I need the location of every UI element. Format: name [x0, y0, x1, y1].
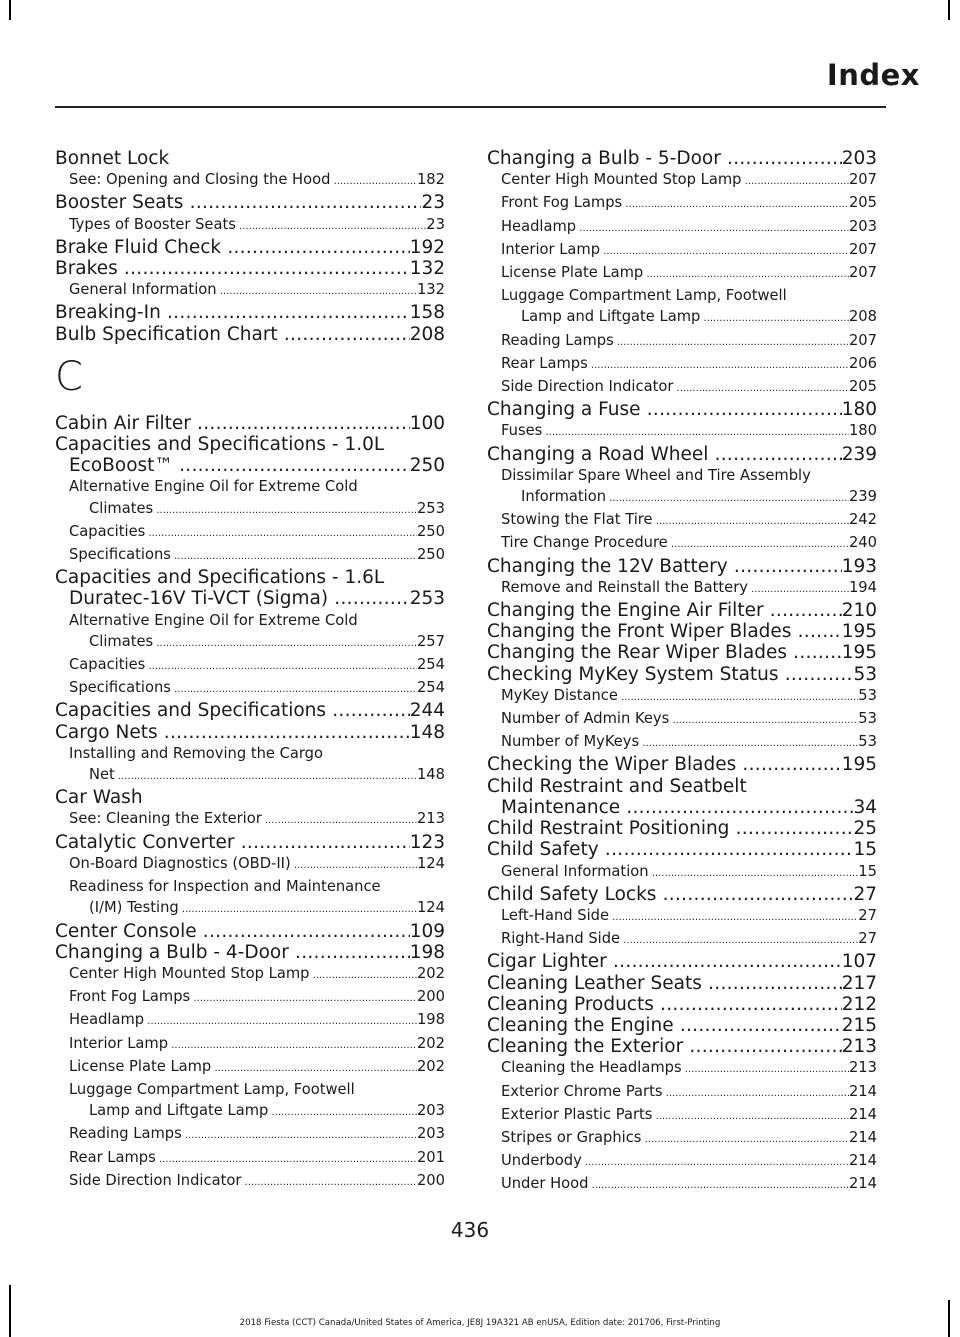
index-subentry: [487, 731, 877, 754]
index-subentry: [487, 330, 877, 353]
index-subentry: [55, 1056, 445, 1079]
index-subentry: [487, 708, 877, 731]
index-subentry-continued: [55, 897, 445, 920]
entry-text: Under Hood .....: [501, 1173, 849, 1196]
entry-text: Stripes or Graphics .....: [501, 1127, 849, 1150]
entry-text: Checking MyKey System Status .....: [487, 664, 853, 685]
entry-text: Lamp and Liftgate Lamp .....: [521, 306, 849, 329]
entry-text: Duratec-16V Ti-VCT (Sigma) .....: [69, 588, 410, 609]
entry-text: Child Safety .....: [487, 839, 853, 860]
entry-text: Installing and Removing the Cargo: [69, 744, 323, 762]
index-subentry: [55, 279, 445, 302]
index-subentry: [487, 465, 877, 486]
page-ref: 207: [848, 240, 877, 258]
page-ref: 201: [416, 1148, 445, 1166]
entry-text: Capacities and Specifications .....: [55, 700, 410, 721]
index-subentry-continued: [55, 764, 445, 787]
page-ref: 198: [416, 1011, 445, 1029]
page-ref: 205: [848, 194, 877, 212]
page-ref: 53: [858, 733, 877, 751]
page-ref: 53: [858, 710, 877, 728]
page-ref: 158: [409, 302, 445, 324]
page-ref: 132: [416, 281, 445, 299]
page-ref: 100: [409, 412, 445, 434]
entry-text: Breaking-In .....: [55, 302, 410, 323]
index-subentry: [487, 509, 877, 532]
index-subentry: [487, 376, 877, 399]
index-subentry: [487, 239, 877, 262]
entry-text: Specifications .....: [69, 677, 417, 700]
index-subentry: [55, 743, 445, 764]
footer-edition-info: 2018 Fiesta (CCT) Canada/United States of America, JE8J 19A321 AB enUSA, Edition date: 201706, First-Printing: [239, 1318, 721, 1328]
index-subentry-continued: [55, 631, 445, 654]
index-heading: [487, 1036, 877, 1057]
page-ref: 215: [841, 1014, 877, 1036]
index-subentry: [55, 1079, 445, 1100]
page-ref: 217: [841, 972, 877, 994]
index-heading: [487, 776, 877, 797]
index-subentry: [55, 853, 445, 876]
entry-text: Luggage Compartment Lamp, Footwell: [69, 1080, 355, 1098]
index-subentry: [487, 1150, 877, 1173]
entry-text: EcoBoost™ .....: [69, 455, 410, 476]
index-subentry: [55, 610, 445, 631]
index-heading: [55, 148, 445, 169]
entry-text: Right-Hand Side .....: [501, 928, 858, 951]
index-subentry: [487, 1057, 877, 1080]
page-ref: 192: [409, 236, 445, 258]
entry-text: Readiness for Inspection and Maintenance: [69, 878, 381, 896]
header-rule: [55, 106, 886, 108]
index-subentry: [487, 861, 877, 884]
index-heading: [55, 413, 445, 434]
page-ref: 53: [858, 686, 877, 704]
page-ref: 250: [409, 455, 445, 477]
index-subentry-continued: [487, 486, 877, 509]
entry-text: Changing a Bulb - 4-Door .....: [55, 942, 410, 963]
index-heading: [55, 302, 445, 323]
entry-text: Cleaning the Exterior .....: [487, 1036, 842, 1057]
entry-text: Headlamp .....: [501, 216, 849, 239]
index-subentry: [55, 963, 445, 986]
index-heading: [487, 994, 877, 1015]
entry-text: Number of Admin Keys .....: [501, 708, 858, 731]
entry-text: Booster Seats .....: [55, 192, 421, 213]
entry-text: Left-Hand Side .....: [501, 905, 858, 928]
entry-text: Net .....: [89, 764, 417, 787]
page-title: Index: [826, 58, 920, 92]
page-ref: 195: [841, 754, 877, 776]
entry-text: Lamp and Liftgate Lamp .....: [89, 1100, 417, 1123]
page-ref: 124: [416, 854, 445, 872]
entry-text: Catalytic Converter .....: [55, 832, 410, 853]
entry-text: Dissimilar Spare Wheel and Tire Assembly: [501, 466, 811, 484]
page-ref: 123: [409, 831, 445, 853]
entry-text: Exterior Chrome Parts .....: [501, 1081, 849, 1104]
index-subentry: [55, 986, 445, 1009]
entry-text: Changing a Road Wheel .....: [487, 444, 842, 465]
index-heading: [487, 642, 877, 663]
index-heading-continued: [55, 455, 445, 476]
page-ref: 203: [416, 1125, 445, 1143]
entry-text: Capacities and Specifications - 1.6L: [55, 567, 385, 589]
section-letter: C: [55, 353, 83, 400]
index-heading: [487, 839, 877, 860]
page-ref: 250: [416, 546, 445, 564]
page-ref: 194: [848, 578, 877, 596]
page-ref: 180: [848, 422, 877, 440]
index-heading: [487, 444, 877, 465]
index-subentry: [55, 654, 445, 677]
page-ref: 254: [416, 679, 445, 697]
entry-text: Side Direction Indicator .....: [69, 1170, 417, 1193]
index-subentry: [487, 216, 877, 239]
entry-text: Rear Lamps .....: [501, 353, 849, 376]
index-subentry: [487, 532, 877, 555]
entry-text: Interior Lamp .....: [69, 1033, 417, 1056]
index-subentry: [55, 677, 445, 700]
index-subentry-continued: [55, 1100, 445, 1123]
page-ref: 212: [841, 993, 877, 1015]
page-ref: 193: [841, 555, 877, 577]
index-subentry: [55, 1123, 445, 1146]
page-ref: 200: [416, 1171, 445, 1189]
page-ref: 202: [416, 1057, 445, 1075]
index-subentry: [487, 685, 877, 708]
index-subentry: [487, 905, 877, 928]
page-ref: 124: [416, 899, 445, 917]
page-ref: 203: [848, 217, 877, 235]
index-subentry: [55, 521, 445, 544]
index-subentry-continued: [487, 306, 877, 329]
index-subentry: [55, 1009, 445, 1032]
page-ref: 242: [848, 511, 877, 529]
entry-text: Number of MyKeys .....: [501, 731, 858, 754]
page-ref: 207: [848, 171, 877, 189]
page-ref: 239: [848, 488, 877, 506]
index-heading: [487, 951, 877, 972]
entry-text: Brake Fluid Check .....: [55, 237, 410, 258]
page-ref: 23: [421, 192, 445, 214]
index-heading-continued: [487, 797, 877, 818]
entry-text: Specifications .....: [69, 544, 417, 567]
index-column-left: [55, 148, 445, 1193]
entry-text: Alternative Engine Oil for Extreme Cold: [69, 611, 358, 629]
index-heading: [55, 921, 445, 942]
page-ref: 203: [416, 1102, 445, 1120]
index-subentry: [55, 808, 445, 831]
index-column-right: [487, 148, 877, 1197]
index-heading: [55, 832, 445, 853]
entry-text: Exterior Plastic Parts .....: [501, 1104, 849, 1127]
entry-text: Cleaning Leather Seats .....: [487, 973, 842, 994]
index-subentry: [487, 1081, 877, 1104]
page-ref: 182: [416, 171, 445, 189]
entry-text: License Plate Lamp .....: [69, 1056, 417, 1079]
index-heading-continued: [55, 588, 445, 609]
page-number: 436: [450, 1218, 490, 1242]
entry-text: Interior Lamp .....: [501, 239, 849, 262]
index-subentry: [55, 169, 445, 192]
entry-text: (I/M) Testing .....: [89, 897, 417, 920]
entry-text: Cleaning the Headlamps .....: [501, 1057, 849, 1080]
page-ref: 214: [848, 1082, 877, 1100]
page-ref: 203: [841, 148, 877, 169]
page-ref: 208: [848, 308, 877, 326]
entry-text: Side Direction Indicator .....: [501, 376, 849, 399]
page-ref: 214: [848, 1175, 877, 1193]
page-ref: 213: [848, 1059, 877, 1077]
index-heading: [55, 942, 445, 963]
entry-text: Cargo Nets .....: [55, 722, 410, 743]
entry-text: Information .....: [521, 486, 849, 509]
entry-text: Changing the Engine Air Filter .....: [487, 600, 842, 621]
page-ref: 210: [841, 600, 877, 622]
entry-text: Changing the 12V Battery .....: [487, 556, 842, 577]
index-heading: [55, 192, 445, 213]
page-ref: 213: [841, 1036, 877, 1058]
page-ref: 254: [416, 656, 445, 674]
page-ref: 253: [409, 588, 445, 610]
entry-text: Brakes .....: [55, 258, 410, 279]
entry-text: Changing the Front Wiper Blades .....: [487, 621, 842, 642]
page-ref: 257: [416, 632, 445, 650]
index-subentry: [55, 476, 445, 497]
page-ref: 198: [409, 941, 445, 963]
entry-text: Front Fog Lamps .....: [501, 192, 849, 215]
page-ref: 15: [858, 862, 877, 880]
page-ref: 23: [426, 215, 445, 233]
index-heading: [487, 621, 877, 642]
page-ref: 250: [416, 522, 445, 540]
index-heading: [487, 600, 877, 621]
entry-text: Cigar Lighter .....: [487, 951, 842, 972]
index-heading: [55, 324, 445, 345]
entry-text: See: Opening and Closing the Hood .....: [69, 169, 417, 192]
entry-text: Center Console .....: [55, 921, 410, 942]
entry-text: Reading Lamps .....: [501, 330, 849, 353]
entry-text: Stowing the Flat Tire .....: [501, 509, 849, 532]
entry-text: See: Cleaning the Exterior .....: [69, 808, 417, 831]
index-heading: [55, 237, 445, 258]
index-subentry: [55, 214, 445, 237]
entry-text: Rear Lamps .....: [69, 1147, 417, 1170]
entry-text: Cleaning Products .....: [487, 994, 842, 1015]
page-ref: 180: [841, 399, 877, 421]
entry-text: Child Restraint Positioning .....: [487, 818, 853, 839]
page-ref: 200: [416, 988, 445, 1006]
index-heading: [487, 754, 877, 775]
entry-text: Capacities and Specifications - 1.0L: [55, 434, 385, 456]
index-heading: [487, 664, 877, 685]
index-heading: [487, 884, 877, 905]
page-ref: 205: [848, 378, 877, 396]
index-subentry: [487, 928, 877, 951]
page-ref: 214: [848, 1152, 877, 1170]
entry-text: Climates .....: [89, 631, 417, 654]
entry-text: General Information .....: [501, 861, 858, 884]
entry-text: Changing a Fuse .....: [487, 399, 842, 420]
index-heading: [487, 818, 877, 839]
index-heading: [55, 434, 445, 455]
index-subentry: [487, 1104, 877, 1127]
page-ref: 202: [416, 964, 445, 982]
index-subentry: [487, 262, 877, 285]
index-heading: [487, 973, 877, 994]
entry-text: Alternative Engine Oil for Extreme Cold: [69, 478, 358, 496]
page-ref: 132: [409, 258, 445, 280]
entry-text: Tire Change Procedure .....: [501, 532, 849, 555]
entry-text: Remove and Reinstall the Battery .....: [501, 577, 849, 600]
entry-text: MyKey Distance .....: [501, 685, 858, 708]
page-ref: 27: [858, 906, 877, 924]
entry-text: Capacities .....: [69, 654, 417, 677]
index-heading: [487, 399, 877, 420]
entry-text: On-Board Diagnostics (OBD-II) .....: [69, 853, 417, 876]
entry-text: General Information .....: [69, 279, 417, 302]
index-subentry-continued: [55, 498, 445, 521]
page-ref: 25: [853, 818, 877, 840]
entry-text: Headlamp .....: [69, 1009, 417, 1032]
index-subentry: [55, 1170, 445, 1193]
page-ref: 239: [841, 443, 877, 465]
index-subentry: [487, 353, 877, 376]
page-ref: 15: [853, 839, 877, 861]
page-ref: 208: [409, 323, 445, 345]
crop-mark: [948, 0, 950, 20]
page-ref: 214: [848, 1105, 877, 1123]
page-ref: 27: [858, 930, 877, 948]
entry-text: Bulb Specification Chart .....: [55, 324, 410, 345]
entry-text: Center High Mounted Stop Lamp .....: [69, 963, 417, 986]
crop-mark: [9, 0, 11, 20]
index-subentry: [487, 285, 877, 306]
page-ref: 244: [409, 700, 445, 722]
entry-text: Luggage Compartment Lamp, Footwell: [501, 287, 787, 305]
entry-text: Bonnet Lock: [55, 148, 170, 169]
index-heading: [55, 700, 445, 721]
page-ref: 148: [416, 766, 445, 784]
entry-text: Capacities .....: [69, 521, 417, 544]
entry-text: License Plate Lamp .....: [501, 262, 849, 285]
page-ref: 213: [416, 810, 445, 828]
page-ref: 107: [841, 951, 877, 973]
index-subentry: [55, 876, 445, 897]
page-ref: 207: [848, 331, 877, 349]
index-heading: [55, 258, 445, 279]
entry-text: Child Safety Locks .....: [487, 884, 853, 905]
index-subentry: [487, 1173, 877, 1196]
index-subentry: [487, 169, 877, 192]
index-heading: [55, 567, 445, 588]
entry-text: Car Wash: [55, 787, 143, 809]
page-ref: 195: [841, 642, 877, 664]
entry-text: Types of Booster Seats .....: [69, 214, 426, 237]
index-heading: [55, 787, 445, 808]
entry-text: Changing the Rear Wiper Blades .....: [487, 642, 842, 663]
index-heading: [487, 556, 877, 577]
page-ref: 34: [853, 796, 877, 818]
entry-text: Cabin Air Filter .....: [55, 413, 410, 434]
entry-text: Fuses .....: [501, 420, 849, 443]
entry-text: Underbody .....: [501, 1150, 849, 1173]
entry-text: Reading Lamps .....: [69, 1123, 417, 1146]
entry-text: Changing a Bulb - 5-Door .....: [487, 148, 842, 169]
entry-text: Maintenance .....: [501, 797, 853, 818]
entry-text: Cleaning the Engine .....: [487, 1015, 842, 1036]
page-ref: 27: [853, 883, 877, 905]
index-heading: [487, 148, 877, 169]
index-subentry: [487, 577, 877, 600]
page-ref: 195: [841, 621, 877, 643]
page-ref: 207: [848, 264, 877, 282]
entry-text: Front Fog Lamps .....: [69, 986, 417, 1009]
page-ref: 240: [848, 534, 877, 552]
page-ref: 148: [409, 721, 445, 743]
entry-text: Center High Mounted Stop Lamp .....: [501, 169, 849, 192]
page-ref: 206: [848, 354, 877, 372]
entry-text: Child Restraint and Seatbelt: [487, 775, 747, 797]
index-heading: [55, 722, 445, 743]
page-ref: 109: [409, 920, 445, 942]
page-ref: 53: [853, 663, 877, 685]
page-ref: 253: [416, 499, 445, 517]
index-heading: [487, 1015, 877, 1036]
index-subentry: [55, 544, 445, 567]
crop-mark: [9, 1285, 11, 1337]
index-subentry: [487, 1127, 877, 1150]
index-subentry: [487, 192, 877, 215]
entry-text: Climates .....: [89, 498, 417, 521]
page-ref: 214: [848, 1128, 877, 1146]
index-subentry: [55, 1147, 445, 1170]
page-ref: 202: [416, 1034, 445, 1052]
index-subentry: [55, 1033, 445, 1056]
entry-text: Checking the Wiper Blades .....: [487, 754, 842, 775]
index-subentry: [487, 420, 877, 443]
